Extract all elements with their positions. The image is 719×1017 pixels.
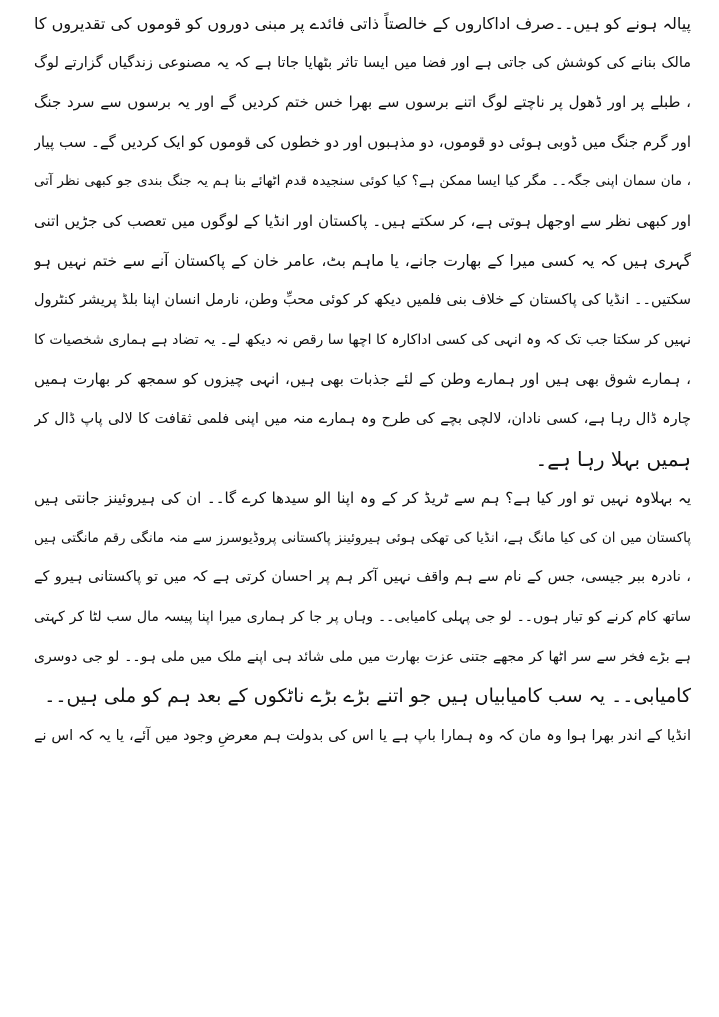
text-line: سکتیں۔۔ انڈیا کی پاکستان کے خلاف بنی فلمیں دیکھ کر کوئی محبِّ وطن، نارمل انسان اپنا بلڈ پریشر کنٹرول [34, 292, 691, 309]
text-line: ساتھ کام کرنے کو تیار ہوں۔۔ لو جی پہلی کامیابی۔۔ وہاں پر جا کر ہماری میرا اپنا پیسہ مال سب لٹا کر کہتی [34, 608, 691, 625]
text-line: ، ہمارے شوق بھی ہیں اور ہمارے وطن کے لئے جذبات بھی ہیں، انہی چیزوں کو سمجھ کر بھارت ہمیں [34, 370, 691, 389]
text-line: نہیں کر سکتا جب تک کہ وہ انہی کی کسی اداکارہ کا اچھا سا رقص نہ دیکھ لے۔ یہ تضاد ہے ہماری شخصیات کا [34, 331, 691, 348]
text-line: اور کبھی نظر سے اوجھل ہوتی ہے، کر سکتے ہیں۔ پاکستان اور انڈیا کے لوگوں میں تعصب کی جڑیں اتنی [34, 211, 691, 230]
text-line: یہ بہلاوہ نہیں تو اور کیا ہے؟ ہم سے ٹریڈ کر کے وہ اپنا الو سیدھا کرے گا۔۔ ان کی ہیروئینز جانتی ہیں [34, 489, 691, 508]
text-line: پیالہ ہونے کو ہیں۔۔صرف اداکاروں کے خالصتاً ذاتی فائدے پر مبنی دوروں کو قوموں کی تقدیروں کا [34, 14, 691, 33]
text-line: چارہ ڈال رہا ہے، کسی نادان، لالچی بچے کی طرح وہ ہمارے منہ میں اپنی فلمی ثقافت کا لالی پاپ ڈال کر [34, 410, 691, 427]
text-line: ، نادرہ ببر جیسی، جس کے نام سے ہم واقف نہیں آکر ہم پر احسان کرتی ہے کہ میں تو پاکستانی ہیرو کے [34, 569, 691, 586]
text-line: انڈیا کے اندر بھرا ہوا وہ مان کہ وہ ہمارا باپ ہے یا اس کی بدولت ہم معرضِ وجود میں آئے، یا یہ کہ اس نے [34, 727, 691, 744]
paragraph-end-line: کامیابی۔۔ یہ سب کامیابیاں ہیں جو اتنے بڑے بڑے ناٹکوں کے بعد ہم کو ملی ہیں۔۔ [44, 685, 691, 708]
text-line: ہے بڑے فخر سے سر اٹھا کر مجھے جتنی عزت بھارت میں ملی شائد ہی اپنے ملک میں ملی ہو۔۔ لو جی دوسری [34, 648, 691, 665]
text-line: ، طبلے پر اور ڈھول پر ناچتے لوگ اتنے برسوں سے بھرا خس ختم کردیں گے اور یہ برسوں سے سرد جنگ [34, 93, 691, 112]
text-line: ، مان سمان اپنی جگہ۔۔ مگر کیا ایسا ممکن ہے؟ کیا کوئی سنجیدہ قدم اٹھائے بنا ہم یہ جنگ بندی جو کبھی نظر آتی [34, 173, 691, 190]
text-line: گہری ہیں کہ یہ کسی میرا کے بھارت جانے، یا ماہم بٹ، عامر خان کے پاکستان آنے سے ختم نہیں ہو [34, 251, 691, 270]
text-line: اور گرم جنگ میں ڈوبی ہوئی دو قوموں، دو مذہبوں اور دو خطوں کی قوموں کو ایک کردیں گے۔ سب پیار [34, 132, 691, 151]
text-line: مالک بنانے کی کوشش کی جاتی ہے اور فضا میں ایسا تاثر بٹھایا جاتا ہے کہ یہ مصنوعی زندگیاں گزارتے لوگ [34, 54, 691, 71]
paragraph-end-line: ہمیں بہلا رہا ہے۔ [535, 446, 691, 471]
text-line: پاکستان میں ان کی کیا مانگ ہے، انڈیا کی تھکی ہوئی ہیروئینز پاکستانی پروڈیوسرز سے منہ مانگی رقم مانگتی ہیں [34, 529, 691, 546]
